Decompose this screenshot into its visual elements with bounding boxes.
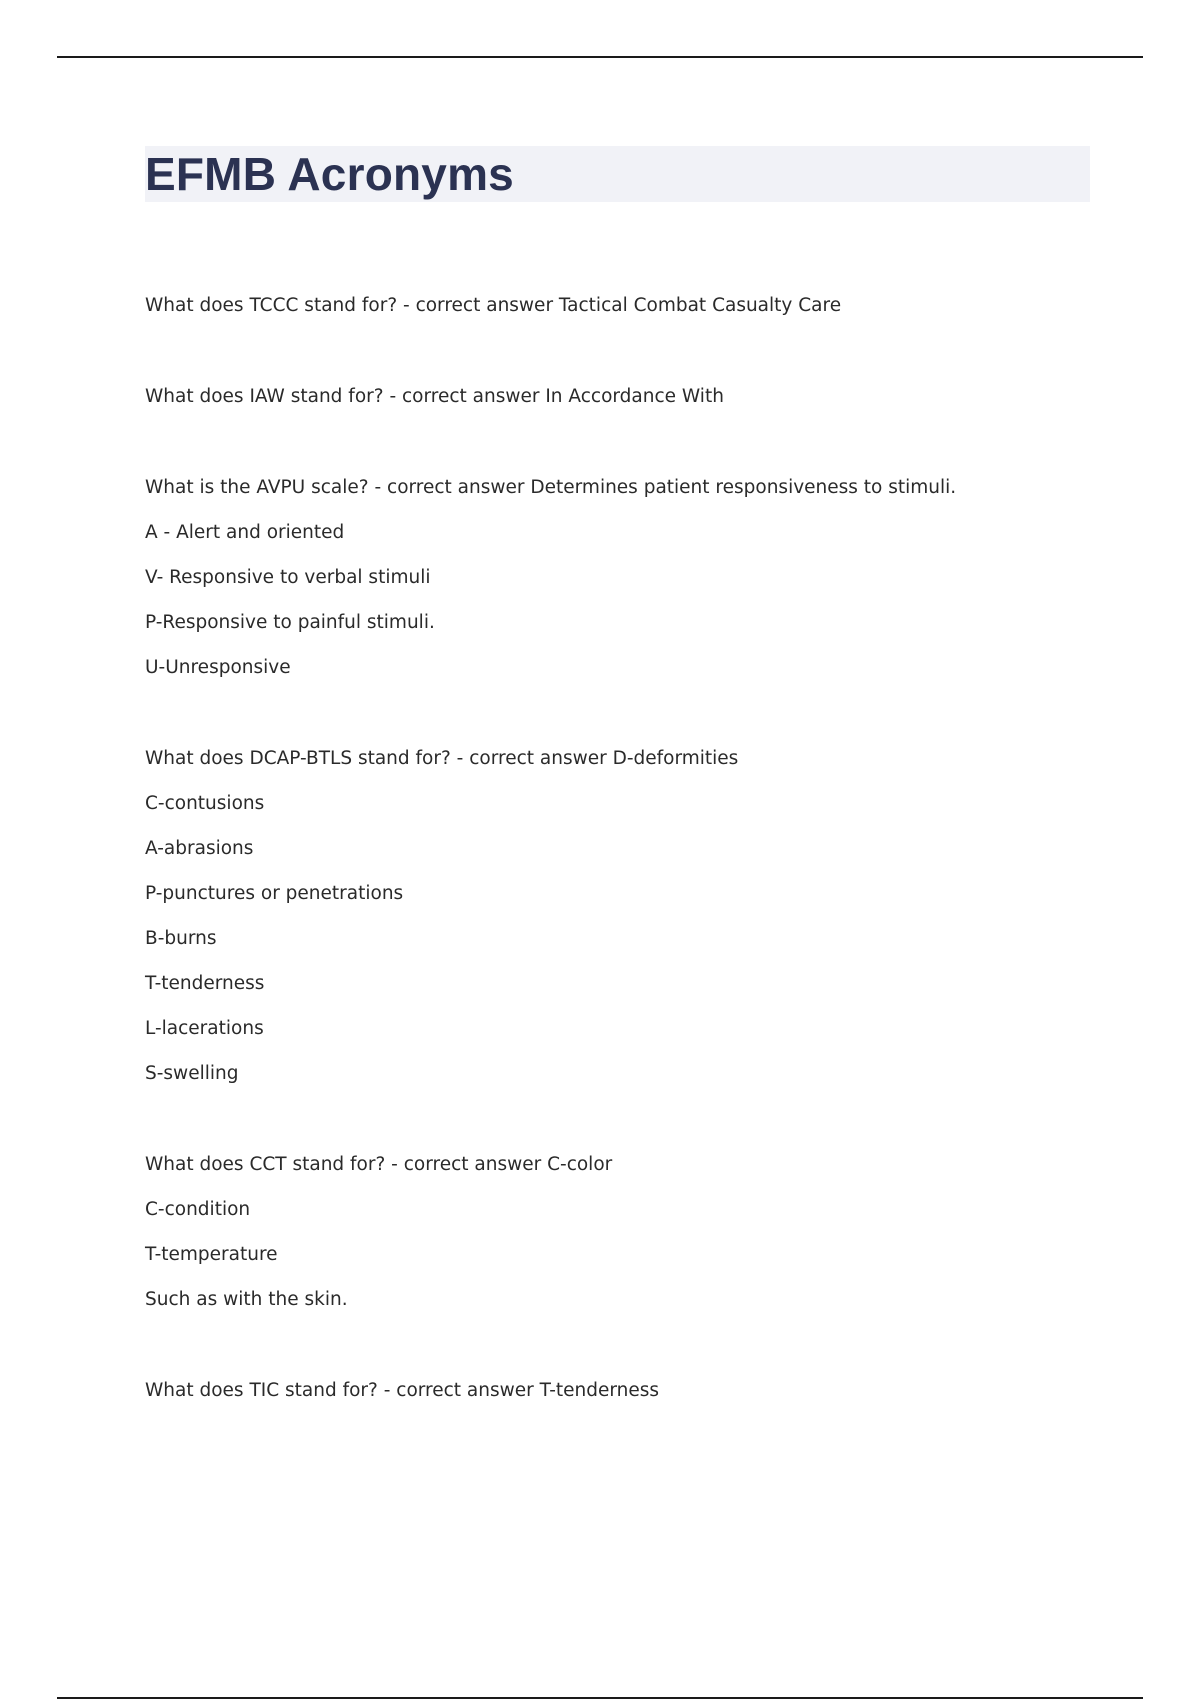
answer-line: B-burns (145, 928, 217, 949)
answer-line: L-lacerations (145, 1018, 264, 1039)
answer-line: A - Alert and oriented (145, 522, 345, 543)
answer-line: T-tenderness (145, 973, 265, 994)
answer-line: P-punctures or penetrations (145, 883, 404, 904)
answer-line: C-condition (145, 1199, 251, 1220)
answer-line: P-Responsive to painful stimuli. (145, 612, 435, 633)
answer-line: C-contusions (145, 793, 265, 814)
answer-line: Such as with the skin. (145, 1289, 348, 1310)
bottom-rule (57, 1697, 1143, 1699)
question-line: What does DCAP-BTLS stand for? - correct answer D-deformities (145, 748, 739, 769)
qa-entry-dcap-btls (145, 745, 1090, 1105)
answer-line: S-swelling (145, 1063, 239, 1084)
top-rule (57, 56, 1143, 58)
qa-entry-tccc (145, 292, 1090, 337)
qa-entry-tic (145, 1377, 1090, 1422)
qa-entry-avpu (145, 474, 1090, 699)
question-line: What does IAW stand for? - correct answer In Accordance With (145, 386, 724, 407)
qa-list (145, 292, 1090, 1468)
question-line: What is the AVPU scale? - correct answer Determines patient responsiveness to stimuli. (145, 477, 957, 498)
answer-line: T-temperature (145, 1244, 278, 1265)
question-line: What does TIC stand for? - correct answer T-tenderness (145, 1380, 660, 1401)
qa-entry-iaw (145, 383, 1090, 428)
qa-entry-cct (145, 1151, 1090, 1331)
page-title: EFMB Acronyms (145, 148, 514, 200)
question-line: What does CCT stand for? - correct answer C-color (145, 1154, 613, 1175)
answer-line: A-abrasions (145, 838, 254, 859)
answer-line: V- Responsive to verbal stimuli (145, 567, 431, 588)
question-line: What does TCCC stand for? - correct answer Tactical Combat Casualty Care (145, 295, 842, 316)
answer-line: U-Unresponsive (145, 657, 291, 678)
